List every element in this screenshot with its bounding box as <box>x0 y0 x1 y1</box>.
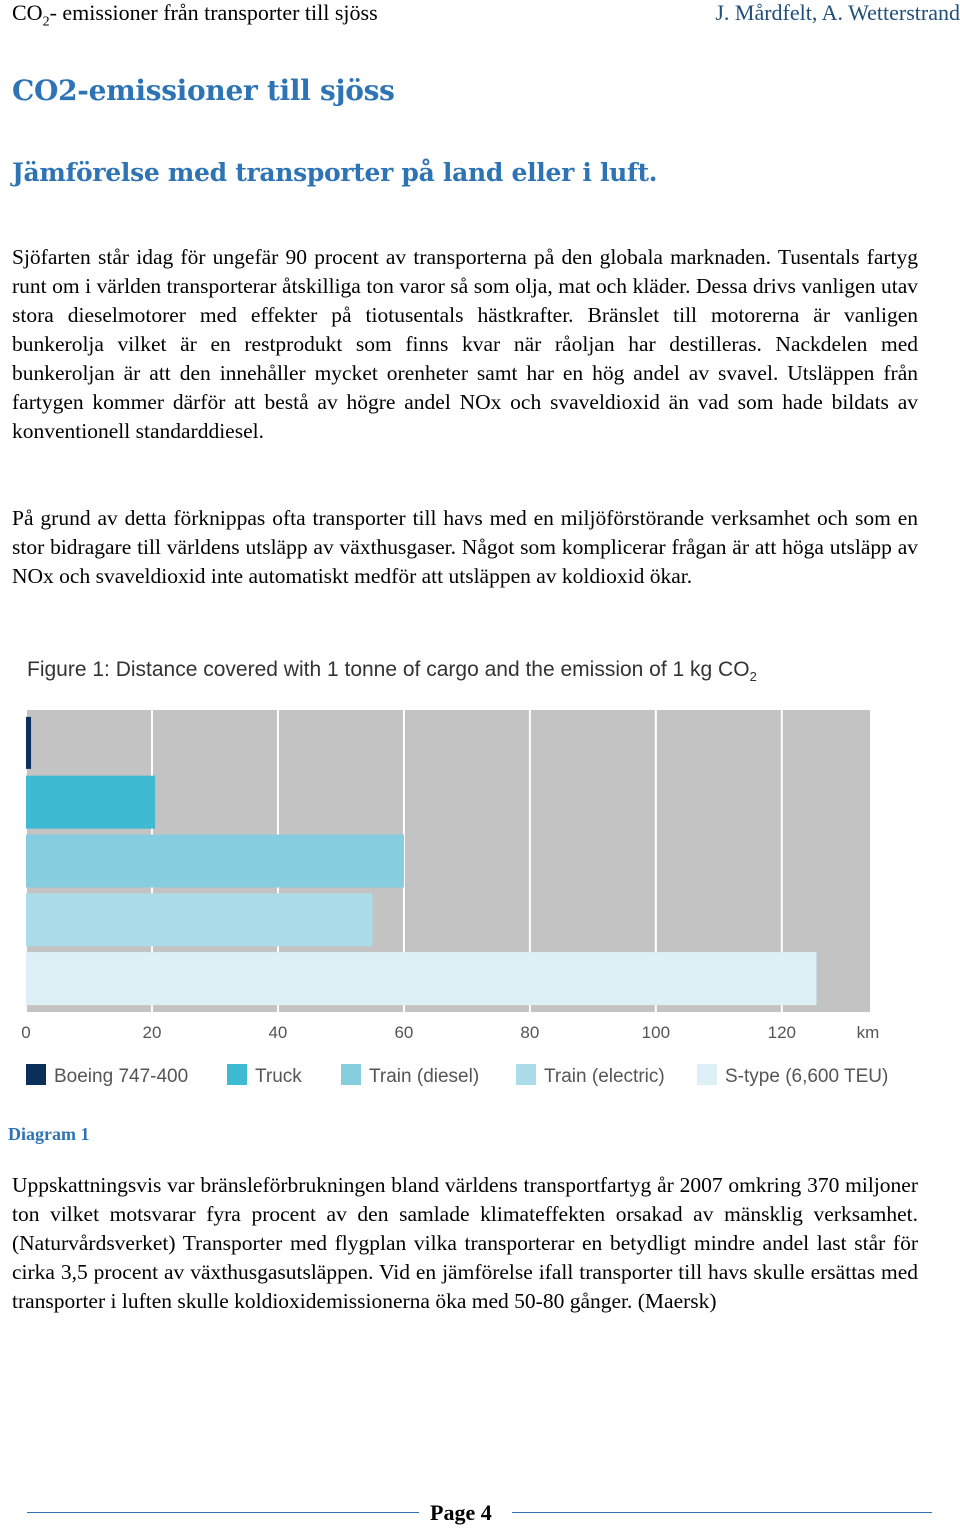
x-unit-label: km <box>856 1023 880 1042</box>
figure-chart <box>0 650 960 1100</box>
bar-chart <box>0 650 960 1100</box>
page-number: Page 4 <box>430 1500 492 1525</box>
section-subtitle: Jämförelse med transporter på land eller i luft. <box>12 158 658 187</box>
footer-rule-right <box>512 1512 932 1513</box>
x-tick-label-4: 80 <box>520 1023 540 1042</box>
legend-label-0: Boeing 747-400 <box>54 1066 189 1087</box>
legend-swatch-0 <box>26 1064 46 1085</box>
paragraph-1: Sjöfarten står idag för ungefär 90 procent av transporterna på den globala marknaden. Tusentals fartyg runt om i världen transporterar åtskilliga ton varor så som olja, mat och kläder. Dessa drivs vanligen utav stora dieselmotorer med effekter på tiotusentals hästkrafter. Bränslet till motorerna är vanligen bunkerolja vilket är en restprodukt som finns kvar när råoljan har destilleras. Nackdelen med bunkeroljan är att den innehåller mycket orenheter samt har en hög andel av svavel. Utsläppen från fartygen kommer därför att bestå av högre andel NOx och svaveldioxid än vad som hade bildats av konventionell standarddiesel. <box>12 245 918 443</box>
x-tick-label-3: 60 <box>394 1023 414 1042</box>
x-tick-label-0: 0 <box>21 1023 31 1042</box>
legend-label-1: Truck <box>255 1066 302 1087</box>
bar-0 <box>26 717 31 769</box>
footer-rule-left <box>27 1512 419 1513</box>
running-header-authors: J. Mårdfelt, A. Wetterstrand <box>715 0 960 25</box>
bar-3 <box>26 893 372 946</box>
legend-swatch-1 <box>227 1064 247 1085</box>
legend-swatch-2 <box>341 1064 361 1085</box>
x-tick-label-1: 20 <box>142 1023 162 1042</box>
diagram-caption: Diagram 1 <box>8 1124 90 1144</box>
legend-label-3: Train (electric) <box>544 1066 665 1087</box>
paragraph-3: Uppskattningsvis var bränsleförbrukningen bland världens transportfartyg år 2007 omkring 370 miljoner ton vilket motsvarar fyra procent av den samlade klimateffekten orsakad av mänsklig verksamhet.(Naturvårdsverket) Transporter med flygplan vilka transporterar en betydligt mindre andel last står för cirka 3,5 procent av växthusgasutsläppen. Vid en jämförelse ifall transporter till havs skulle ersättas med transporter i luften skulle koldioxidemissionerna öka med 50-80 gånger. (Maersk) <box>12 1173 918 1313</box>
bar-1 <box>26 776 155 829</box>
page-title: CO2-emissioner till sjöss <box>12 74 395 107</box>
header-left-prefix: CO <box>12 0 43 25</box>
header-left-subscript: 2 <box>42 14 50 30</box>
bar-4 <box>26 952 816 1005</box>
x-tick-label-5: 100 <box>641 1023 671 1042</box>
legend-label-2: Train (diesel) <box>369 1066 480 1087</box>
figure-title-subscript: 2 <box>749 669 757 685</box>
x-tick-label-2: 40 <box>268 1023 288 1042</box>
running-header-left <box>12 0 378 30</box>
header-left-suffix: - emissioner från transporter till sjöss <box>49 0 378 25</box>
bar-2 <box>26 835 404 888</box>
legend-label-4: S-type (6,600 TEU) <box>725 1066 889 1087</box>
paragraph-2: På grund av detta förknippas ofta transporter till havs med en miljöförstörande verksamhet och som en stor bidragare till världens utsläpp av växthusgaser. Något som komplicerar frågan är att höga utsläpp av NOx och svaveldioxid inte automatiskt medför att utsläppen av koldioxid ökar. <box>12 506 918 588</box>
x-tick-label-6: 120 <box>767 1023 797 1042</box>
legend-swatch-3 <box>516 1064 536 1085</box>
legend-swatch-4 <box>697 1064 717 1085</box>
figure-title-main: Figure 1: Distance covered with 1 tonne of cargo and the emission of 1 kg CO <box>27 658 750 681</box>
